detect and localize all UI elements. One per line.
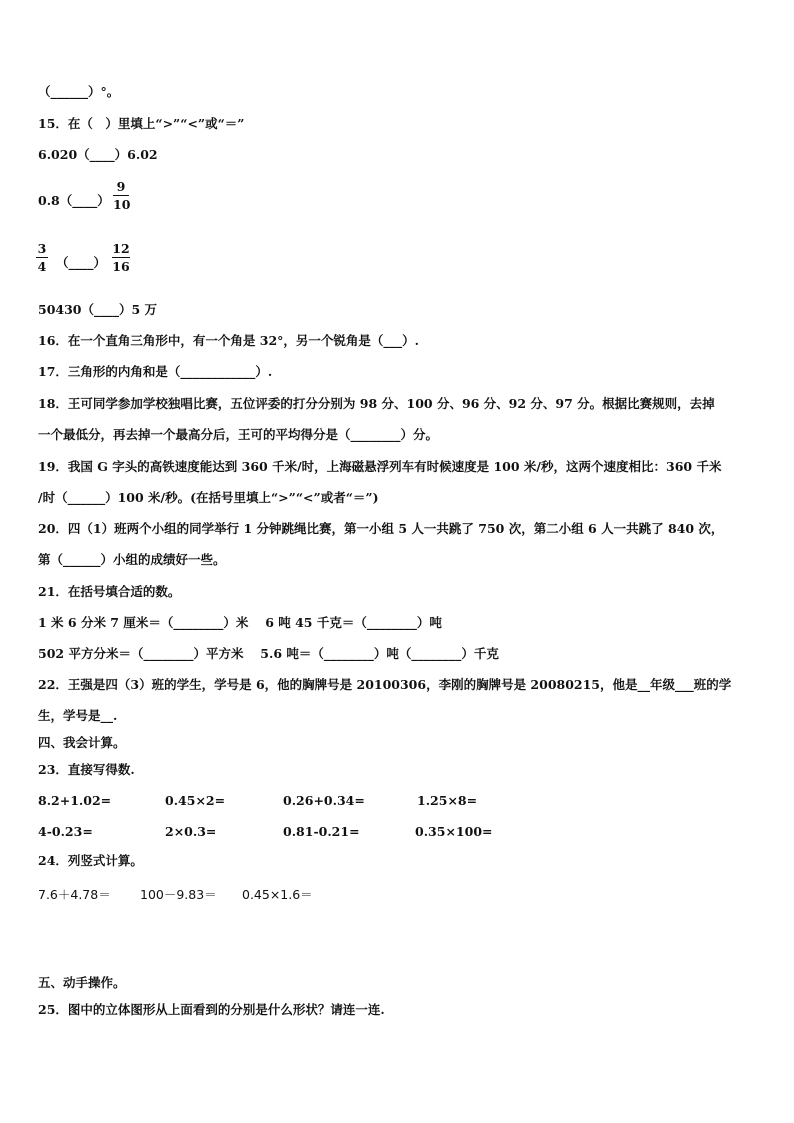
fraction-denominator: 16	[112, 259, 130, 274]
calc-item: 8.2+1.02=	[38, 793, 112, 808]
section-4-heading: 四、我会计算。	[38, 735, 126, 750]
fraction-numerator: 12	[112, 241, 130, 256]
q25: 25．图中的立体图形从上面看到的分别是什么形状？请连一连.	[38, 1002, 385, 1017]
vertical-calc-item: 7.6＋4.78＝	[38, 887, 111, 902]
fraction-bar	[113, 195, 129, 196]
calc-item: 2×0.3=	[165, 824, 217, 839]
q24-title: 24．列竖式计算。	[38, 853, 143, 868]
vertical-calc-item: 100－9.83＝	[140, 887, 217, 902]
q23-title: 23．直接写得数.	[38, 762, 135, 777]
q20-line2: 第（______）小组的成绩好一些。	[38, 552, 226, 567]
q15-item-c: （____）	[56, 255, 107, 270]
fraction-9-10	[113, 179, 129, 212]
q18-line1: 18．王可同学参加学校独唱比赛，五位评委的打分分别为 98 分、100 分、96 分、92 分、97 分。根据比赛规则，去掉	[38, 396, 715, 411]
q21-row1: 1 米 6 分米 7 厘米＝（________）米 6 吨 45 千克＝（________）吨	[38, 615, 442, 630]
fraction-numerator: 9	[116, 179, 126, 194]
fraction-3-4	[36, 241, 48, 274]
q21-title: 21．在括号填合适的数。	[38, 584, 181, 599]
calc-item: 1.25×8=	[417, 793, 478, 808]
fraction-denominator: 10	[113, 197, 131, 212]
q16: 16．在一个直角三角形中，有一个角是 32°，另一个锐角是（___）.	[38, 333, 419, 348]
q19-line1: 19．我国 G 字头的高铁速度能达到 360 千米/时，上海磁悬浮列车有时候速度是 100 米/秒，这两个速度相比：360 千米	[38, 459, 722, 474]
fraction-bar	[112, 257, 130, 258]
q15-item-a: 6.020（____）6.02	[38, 147, 158, 162]
q14-tail: （______）°。	[38, 84, 120, 99]
q15-item-d: 50430（____）5 万	[38, 302, 158, 317]
q15-title: 15．在（ ）里填上“>”“<”或“＝”	[38, 116, 245, 131]
fraction-bar	[36, 257, 48, 258]
q22-line2: 生，学号是__.	[38, 708, 118, 723]
q15-item-b: 0.8（____）	[38, 193, 110, 208]
calc-item: 0.81-0.21=	[283, 824, 360, 839]
q22-line1: 22．王强是四（3）班的学生，学号是 6，他的胸牌号是 20100306，李刚的胸牌号是 20080215，他是__年级___班的学	[38, 677, 732, 692]
fraction-12-16	[112, 241, 130, 274]
fraction-denominator: 4	[37, 259, 47, 274]
q18-line2: 一个最低分，再去掉一个最高分后，王可的平均得分是（________）分。	[38, 427, 439, 442]
q17: 17．三角形的内角和是（____________）.	[38, 364, 273, 379]
q20-line1: 20．四（1）班两个小组的同学举行 1 分钟跳绳比赛，第一小组 5 人一共跳了 750 次，第二小组 6 人一共跳了 840 次，	[38, 521, 724, 536]
calc-item: 4-0.23=	[38, 824, 93, 839]
q21-row2: 502 平方分米＝（________）平方米 5.6 吨＝（________）吨（________）千克	[38, 646, 499, 661]
section-5-heading: 五、动手操作。	[38, 975, 126, 990]
calc-item: 0.45×2=	[165, 793, 226, 808]
calc-item: 0.26+0.34=	[283, 793, 365, 808]
calc-item: 0.35×100=	[415, 824, 493, 839]
vertical-calc-item: 0.45×1.6＝	[242, 887, 313, 902]
q19-line2: /时（______）100 米/秒。(在括号里填上“>”“<”或者“＝”)	[38, 490, 379, 505]
fraction-numerator: 3	[37, 241, 47, 256]
